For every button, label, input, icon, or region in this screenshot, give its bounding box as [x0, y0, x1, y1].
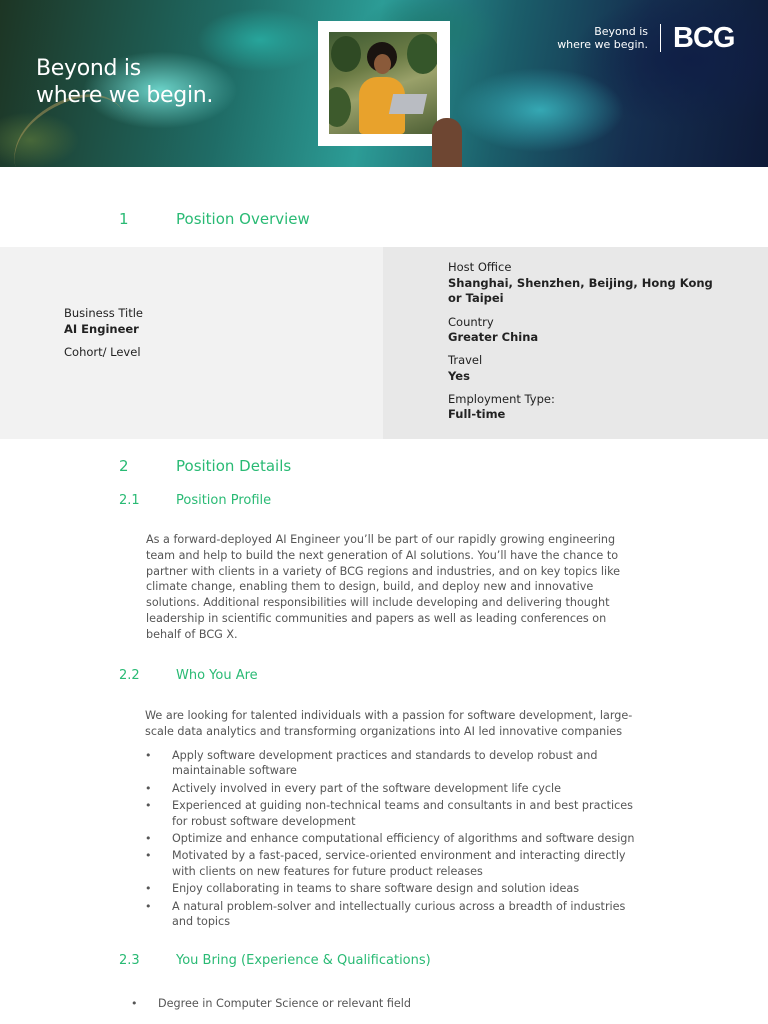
bullet-icon: •	[145, 899, 152, 913]
section-2-2-number: 2.2	[119, 668, 140, 683]
bullet-icon: •	[145, 799, 152, 813]
paragraph-line: climate change, enabling them to design, build, and deploy new and innovative	[146, 580, 594, 594]
section-2-3-number: 2.3	[119, 953, 140, 968]
paragraph-line: solutions. Additional responsibilities will include developing and delivering thought	[146, 596, 610, 610]
employment-type-label: Employment Type:	[448, 392, 555, 406]
country-value: Greater China	[448, 330, 539, 344]
bullet-icon: •	[145, 781, 152, 795]
banner-photo-frame	[318, 21, 450, 146]
brand-divider	[660, 24, 661, 52]
travel-value: Yes	[448, 369, 470, 383]
section-2-title: Position Details	[176, 457, 292, 475]
banner-tagline	[36, 55, 213, 109]
bullet-icon: •	[145, 832, 152, 846]
list-item-line: A natural problem-solver and intellectually curious across a breadth of industries	[172, 899, 626, 913]
hand-holding-photo	[432, 118, 462, 167]
intro-line: scale data analytics and transforming organizations into AI led innovative companies	[145, 724, 623, 738]
brand-tagline-line1: Beyond is	[594, 25, 648, 38]
business-title-value: AI Engineer	[64, 322, 139, 336]
banner-tagline-line1: Beyond is	[36, 56, 141, 81]
banner-tagline-line2: where we begin.	[36, 83, 214, 108]
list-item	[145, 848, 665, 879]
person-face	[374, 54, 391, 74]
employment-type-value: Full-time	[448, 407, 506, 421]
list-item	[131, 996, 651, 1011]
paragraph-line: leadership in scientific communities and papers as well as leading conferences on	[146, 611, 607, 625]
list-item-line: Apply software development practices and standards to develop robust and	[172, 749, 598, 762]
list-item	[145, 899, 665, 930]
host-office-label: Host Office	[448, 260, 512, 274]
bullet-icon: •	[145, 749, 152, 762]
paragraph-line: team and help to build the next generation of AI solutions. You’ll have the chance to	[146, 548, 619, 562]
business-title-label: Business Title	[64, 306, 144, 320]
cohort-level-label: Cohort/ Level	[64, 345, 141, 359]
list-item-line: maintainable software	[172, 764, 297, 778]
section-2-number: 2	[119, 457, 129, 475]
plant-decoration	[329, 87, 351, 127]
list-item-line: Optimize and enhance computational efficiency of algorithms and software design	[172, 832, 635, 846]
position-overview-panel	[0, 247, 768, 439]
section-2-1-number: 2.1	[119, 493, 140, 508]
intro-line: We are looking for talented individuals with a passion for software development, large-	[145, 709, 633, 722]
laptop-icon	[389, 94, 427, 114]
paragraph-line: As a forward-deployed AI Engineer you’ll be part of our rapidly growing engineering	[146, 533, 616, 546]
bcg-logo: BCG	[673, 22, 735, 54]
bullet-icon: •	[145, 882, 152, 896]
list-item-line: Experienced at guiding non-technical teams and consultants in and best practices	[172, 799, 633, 813]
list-item-line: Enjoy collaborating in teams to share software design and solution ideas	[172, 882, 580, 896]
list-item	[145, 798, 665, 829]
brand-tagline-line2: where we begin.	[557, 38, 648, 51]
list-item-line: for robust software development	[172, 814, 356, 828]
banner-photo	[329, 32, 437, 134]
who-you-are-list	[145, 748, 665, 931]
list-item-line: Degree in Computer Science or relevant field	[158, 997, 412, 1010]
bullet-icon: •	[145, 849, 152, 863]
section-1-number: 1	[119, 210, 129, 228]
section-2-3-title: You Bring (Experience & Qualifications)	[176, 953, 431, 968]
position-profile-paragraph	[146, 532, 666, 643]
bullet-icon: •	[131, 997, 138, 1010]
country-label: Country	[448, 315, 494, 329]
plant-decoration	[331, 36, 361, 72]
list-item	[145, 748, 665, 779]
list-item	[145, 881, 665, 896]
who-you-are-intro	[145, 708, 685, 740]
list-item	[145, 831, 665, 846]
list-item-line: with clients on new features for future product releases	[172, 864, 483, 878]
list-item-line: Actively involved in every part of the software development life cycle	[172, 781, 561, 795]
plant-decoration	[407, 34, 437, 74]
host-office-value-line1: Shanghai, Shenzhen, Beijing, Hong Kong	[448, 276, 713, 290]
paragraph-line: behalf of BCG X.	[146, 627, 238, 641]
section-2-1-title: Position Profile	[176, 493, 272, 508]
host-office-value-line2: or Taipei	[448, 291, 504, 305]
paragraph-line: partner with clients in a variety of BCG regions and industries, and on key topics like	[146, 564, 621, 578]
list-item-line: Motivated by a fast-paced, service-oriented environment and interacting directly	[172, 849, 626, 863]
brand-tagline	[556, 25, 648, 51]
section-1-title: Position Overview	[176, 210, 310, 228]
header-banner	[0, 0, 768, 167]
position-overview-right-column	[383, 247, 768, 439]
section-2-2-title: Who You Are	[176, 668, 258, 683]
list-item	[145, 781, 665, 796]
travel-label: Travel	[448, 353, 483, 367]
you-bring-list	[131, 996, 651, 1013]
list-item-line: and topics	[172, 915, 231, 929]
